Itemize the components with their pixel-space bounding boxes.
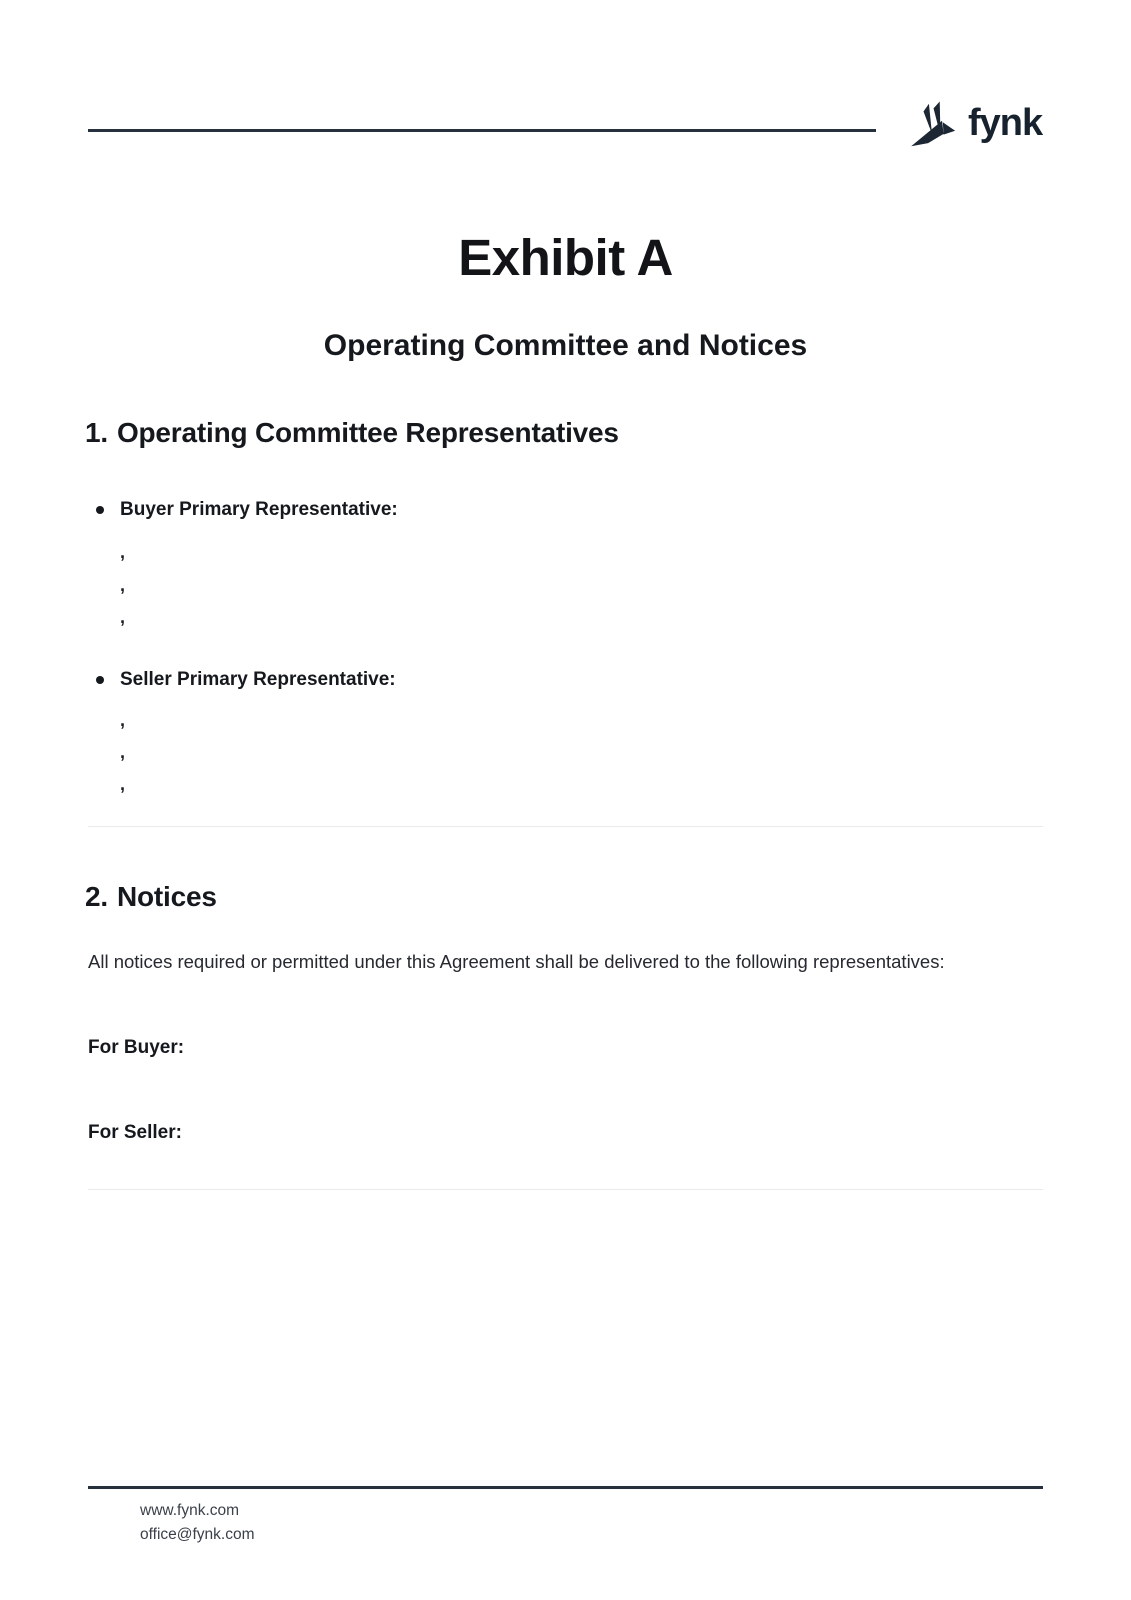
seller-representative-placeholder-line: , [120, 710, 126, 730]
buyer-representative-placeholder-line: , [120, 607, 126, 627]
section-divider [88, 826, 1043, 827]
list-item-buyer-representative [96, 499, 398, 521]
bullet-icon [96, 676, 104, 684]
buyer-representative-placeholder-line: , [120, 575, 126, 595]
notices-intro-paragraph: All notices required or permitted under this Agreement shall be delivered to the following representatives: [88, 951, 945, 972]
section-1-number: 1. [85, 417, 108, 448]
section-1-heading [85, 417, 619, 449]
seller-representative-placeholder-line: , [120, 774, 126, 794]
section-divider [88, 1189, 1043, 1190]
list-item-seller-representative [96, 669, 396, 691]
page-title: Exhibit A [458, 229, 673, 286]
origami-crane-icon [905, 99, 959, 151]
header-rule [88, 129, 876, 132]
section-2-number: 2. [85, 881, 108, 912]
footer-website: www.fynk.com [140, 1502, 240, 1519]
for-buyer-label: For Buyer: [88, 1037, 185, 1058]
fynk-logo-text: fynk [968, 102, 1043, 144]
page-subtitle: Operating Committee and Notices [323, 329, 808, 362]
buyer-representative-placeholder-line: , [120, 542, 126, 562]
footer-contact [140, 1499, 255, 1547]
bullet-icon [96, 506, 104, 514]
fynk-logo [905, 99, 1042, 151]
seller-representative-label: Seller Primary Representative: [120, 669, 396, 690]
buyer-representative-label: Buyer Primary Representative: [120, 499, 398, 520]
section-2-heading [85, 881, 217, 913]
seller-representative-placeholder-line: , [120, 742, 126, 762]
section-2-title: Notices [116, 881, 217, 912]
footer-email: office@fynk.com [140, 1526, 255, 1543]
section-1-title: Operating Committee Representatives [116, 417, 619, 448]
footer-rule [88, 1486, 1043, 1489]
for-seller-label: For Seller: [88, 1122, 182, 1143]
